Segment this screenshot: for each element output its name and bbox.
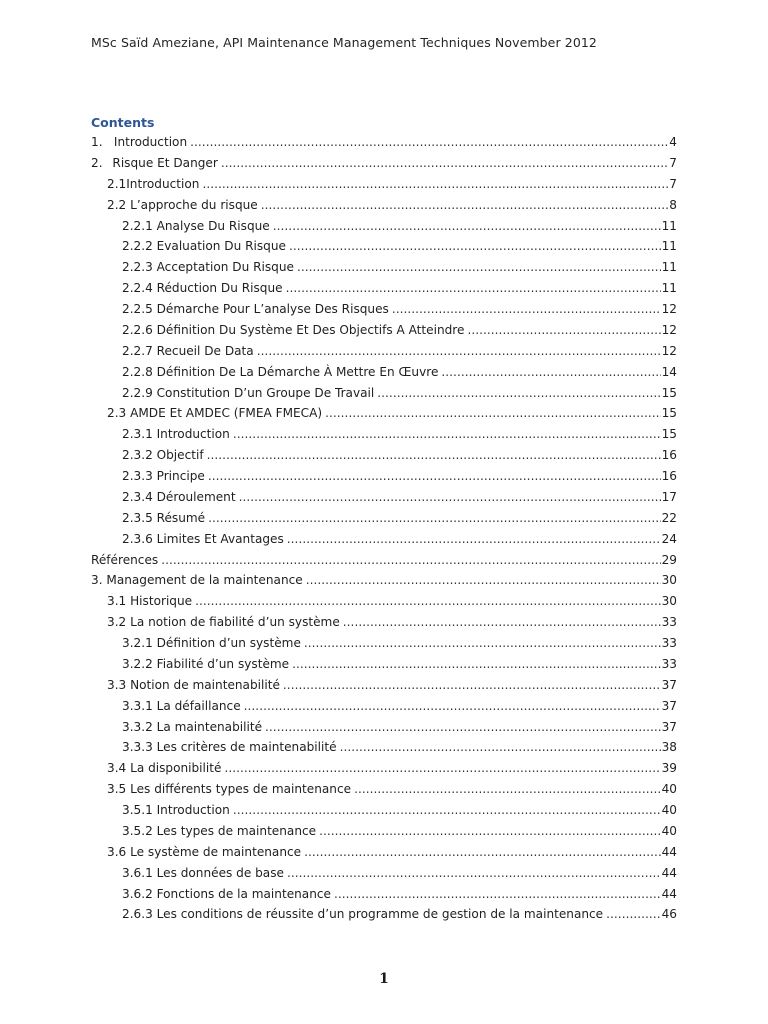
- toc-entry-page: 40: [661, 823, 677, 838]
- toc-entry-page: 7: [669, 155, 677, 170]
- toc-entry-title: 2.2.5 Démarche Pour L’analyse Des Risques: [122, 302, 389, 316]
- toc-dot-leader: [354, 779, 661, 800]
- toc-entry[interactable]: [91, 591, 677, 612]
- toc-dot-leader: [606, 904, 660, 925]
- toc-entry[interactable]: [91, 174, 677, 195]
- toc-entry-page: 15: [661, 427, 677, 442]
- toc-entry-title: 2.3.4 Déroulement: [122, 489, 236, 504]
- toc-dot-leader: [244, 696, 661, 717]
- toc-dot-leader: [441, 362, 660, 383]
- toc-entry-page: 39: [661, 761, 677, 776]
- toc-entry-page: 44: [661, 886, 677, 901]
- toc-entry-title: 3.2 La notion de fiabilité d’un système: [107, 615, 340, 630]
- toc-entry[interactable]: [91, 675, 677, 696]
- toc-entry[interactable]: [91, 299, 677, 320]
- toc-entry[interactable]: [91, 904, 677, 925]
- toc-entry-page: 12: [661, 322, 677, 337]
- toc-entry-title: 3.6.2 Fonctions de la maintenance: [122, 886, 331, 901]
- toc-dot-leader: [292, 654, 661, 675]
- toc-dot-leader: [202, 174, 668, 195]
- toc-entry-page: 12: [661, 302, 677, 316]
- toc-entry-title: 2.2.8 Définition De La Démarche À Mettre En Œuvre: [122, 364, 439, 379]
- page-header: MSc Saïd Ameziane, API Maintenance Management Techniques November 2012: [91, 35, 597, 50]
- toc-entry-page: 7: [669, 176, 677, 191]
- toc-dot-leader: [273, 216, 661, 237]
- toc-entry-page: 40: [661, 782, 677, 797]
- toc-dot-leader: [207, 445, 661, 466]
- toc-entry-title: 2.3.1 Introduction: [122, 427, 230, 442]
- toc-entry[interactable]: [91, 362, 677, 383]
- toc-entry-title: 3.5.2 Les types de maintenance: [122, 823, 317, 838]
- toc-dot-leader: [340, 737, 661, 758]
- toc-entry[interactable]: [91, 612, 677, 633]
- toc-dot-leader: [297, 257, 661, 278]
- toc-entry[interactable]: [91, 320, 677, 341]
- toc-entry-page: 37: [661, 698, 677, 713]
- toc-entry-title: 2.6.3 Les conditions de réussite d’un programme de gestion de la maintenance: [122, 907, 604, 922]
- toc-dot-leader: [208, 466, 661, 487]
- toc-dot-leader: [392, 299, 661, 320]
- toc-entry[interactable]: [91, 487, 677, 508]
- toc-entry-title: 2.2.4 Réduction Du Risque: [122, 281, 283, 296]
- toc-entry-page: 44: [661, 844, 677, 859]
- toc-entry[interactable]: [91, 445, 677, 466]
- toc-entry-page: 38: [661, 740, 677, 755]
- toc-entry-page: 16: [661, 469, 677, 483]
- toc-dot-leader: [161, 550, 660, 571]
- toc-entry[interactable]: [91, 758, 677, 779]
- toc-entry-title: 3.6 Le système de maintenance: [107, 844, 302, 859]
- toc-entry[interactable]: [91, 842, 677, 863]
- toc-dot-leader: [343, 612, 661, 633]
- toc-entry[interactable]: [91, 884, 677, 905]
- toc-entry-title: 2.2.2 Evaluation Du Risque: [122, 239, 286, 254]
- toc-entry[interactable]: [91, 737, 677, 758]
- toc-entry-page: 22: [661, 510, 677, 525]
- toc-entry[interactable]: [91, 403, 677, 424]
- toc-entry-page: 46: [661, 907, 677, 922]
- toc-entry[interactable]: [91, 195, 677, 216]
- toc-entry-page: 11: [661, 281, 677, 296]
- toc-entry-title: 2.3 AMDE Et AMDEC (FMEA FMECA): [107, 406, 323, 421]
- toc-entry-page: 15: [661, 385, 677, 400]
- toc-entry-page: 29: [661, 552, 677, 567]
- toc-entry-page: 30: [661, 573, 677, 588]
- toc-entry-title: 3.1 Historique: [107, 594, 193, 609]
- toc-entry-title: 2.3.6 Limites Et Avantages: [122, 531, 284, 546]
- toc-entry-page: 37: [661, 719, 677, 734]
- toc-entry[interactable]: [91, 800, 677, 821]
- toc-entry-title: Introduction: [113, 135, 188, 149]
- toc-entry-title: 3.3.2 La maintenabilité: [122, 719, 263, 734]
- toc-entry[interactable]: [91, 278, 677, 299]
- toc-entry-title: 3.4 La disponibilité: [107, 761, 222, 776]
- toc-entry-title: Risque Et Danger: [112, 155, 218, 170]
- toc-entry-page: 11: [661, 239, 677, 254]
- toc-dot-leader: [195, 591, 661, 612]
- toc-dot-leader: [257, 341, 661, 362]
- toc-entry-page: 30: [661, 594, 677, 609]
- toc-entry[interactable]: [91, 424, 677, 445]
- toc-dot-leader: [233, 424, 661, 445]
- toc-entry-title: 3.5 Les différents types de maintenance: [107, 782, 352, 797]
- toc-dot-leader: [265, 717, 661, 738]
- toc-dot-leader: [221, 153, 668, 174]
- toc-list: [91, 132, 677, 925]
- toc-entry[interactable]: [91, 821, 677, 842]
- toc-entry[interactable]: [91, 696, 677, 717]
- toc-entry-title: 2.2.1 Analyse Du Risque: [122, 218, 270, 233]
- toc-dot-leader: [261, 195, 669, 216]
- toc-entry[interactable]: [91, 341, 677, 362]
- toc-entry-title: 3.3 Notion de maintenabilité: [107, 677, 280, 692]
- toc-entry[interactable]: [91, 633, 677, 654]
- toc-dot-leader: [190, 132, 668, 153]
- toc-entry-page: 17: [661, 489, 677, 504]
- toc-entry-title: 2.3.3 Principe: [122, 469, 205, 483]
- toc-entry[interactable]: [91, 216, 677, 237]
- toc-dot-leader: [239, 487, 661, 508]
- toc-entry-number: 1.: [91, 135, 103, 149]
- toc-dot-leader: [467, 320, 660, 341]
- toc-dot-leader: [287, 863, 661, 884]
- toc-dot-leader: [319, 821, 661, 842]
- toc-dot-leader: [208, 508, 661, 529]
- toc-entry-title: 3.3.1 La défaillance: [122, 698, 241, 713]
- toc-entry-page: 33: [661, 636, 677, 650]
- toc-entry-page: 14: [661, 364, 677, 379]
- toc-entry-number: 2.: [91, 155, 103, 170]
- toc-entry-title: Références: [91, 552, 159, 567]
- toc-entry[interactable]: [91, 257, 677, 278]
- toc-entry-page: 37: [661, 677, 677, 692]
- toc-entry-page: 24: [661, 531, 677, 546]
- toc-entry[interactable]: [91, 508, 677, 529]
- toc-entry[interactable]: [91, 779, 677, 800]
- toc-entry-page: 16: [661, 448, 677, 463]
- toc-heading: Contents: [91, 115, 155, 130]
- toc-entry-title: 2.2 L’approche du risque: [107, 197, 258, 212]
- toc-entry-page: 44: [661, 865, 677, 880]
- toc-entry-title: 2.2.6 Définition Du Système Et Des Objectifs A Atteindre: [122, 322, 465, 337]
- toc-entry-title: 2.2.9 Constitution D’un Groupe De Travail: [122, 385, 375, 400]
- toc-entry-page: 12: [661, 343, 677, 358]
- toc-entry-page: 40: [661, 803, 677, 817]
- toc-entry[interactable]: [91, 717, 677, 738]
- toc-entry-title: 3.2.1 Définition d’un système: [122, 636, 301, 650]
- toc-dot-leader: [287, 529, 661, 550]
- page-number: 1: [379, 971, 389, 987]
- toc-entry[interactable]: [91, 529, 677, 550]
- toc-dot-leader: [306, 570, 661, 591]
- toc-dot-leader: [334, 884, 661, 905]
- toc-dot-leader: [289, 236, 661, 257]
- toc-entry-title: 3.6.1 Les données de base: [122, 865, 284, 880]
- toc-entry-title: 2.2.3 Acceptation Du Risque: [122, 260, 294, 275]
- toc-entry[interactable]: [91, 863, 677, 884]
- toc-entry-title: 2.2.7 Recueil De Data: [122, 343, 254, 358]
- toc-entry-title: 3. Management de la maintenance: [91, 573, 303, 588]
- toc-dot-leader: [224, 758, 660, 779]
- toc-entry-page: 11: [661, 260, 677, 275]
- toc-entry-page: 33: [661, 615, 677, 630]
- toc-entry-title: 2.3.2 Objectif: [122, 448, 204, 463]
- toc-entry[interactable]: [91, 466, 677, 487]
- toc-dot-leader: [283, 675, 661, 696]
- toc-dot-leader: [233, 800, 661, 821]
- toc-entry[interactable]: [91, 132, 677, 153]
- toc-dot-leader: [286, 278, 661, 299]
- toc-entry-page: 8: [669, 197, 677, 212]
- toc-entry-title: 3.5.1 Introduction: [122, 803, 230, 817]
- toc-entry[interactable]: [91, 654, 677, 675]
- toc-entry-title: 2.1Introduction: [107, 176, 200, 191]
- table-of-contents: [91, 114, 677, 925]
- toc-entry-title: 3.3.3 Les critères de maintenabilité: [122, 740, 337, 755]
- toc-entry[interactable]: [91, 570, 677, 591]
- toc-entry[interactable]: [91, 550, 677, 571]
- toc-dot-leader: [304, 842, 661, 863]
- toc-entry-title: 3.2.2 Fiabilité d’un système: [122, 656, 290, 671]
- toc-entry-page: 11: [661, 218, 677, 233]
- toc-entry-page: 33: [661, 656, 677, 671]
- toc-entry[interactable]: [91, 153, 677, 174]
- toc-entry-page: 15: [661, 406, 677, 421]
- toc-entry-page: 4: [669, 135, 677, 149]
- toc-entry-title: 2.3.5 Résumé: [122, 510, 206, 525]
- toc-dot-leader: [325, 403, 661, 424]
- toc-entry[interactable]: [91, 383, 677, 404]
- toc-dot-leader: [304, 633, 661, 654]
- toc-entry[interactable]: [91, 236, 677, 257]
- toc-dot-leader: [377, 383, 660, 404]
